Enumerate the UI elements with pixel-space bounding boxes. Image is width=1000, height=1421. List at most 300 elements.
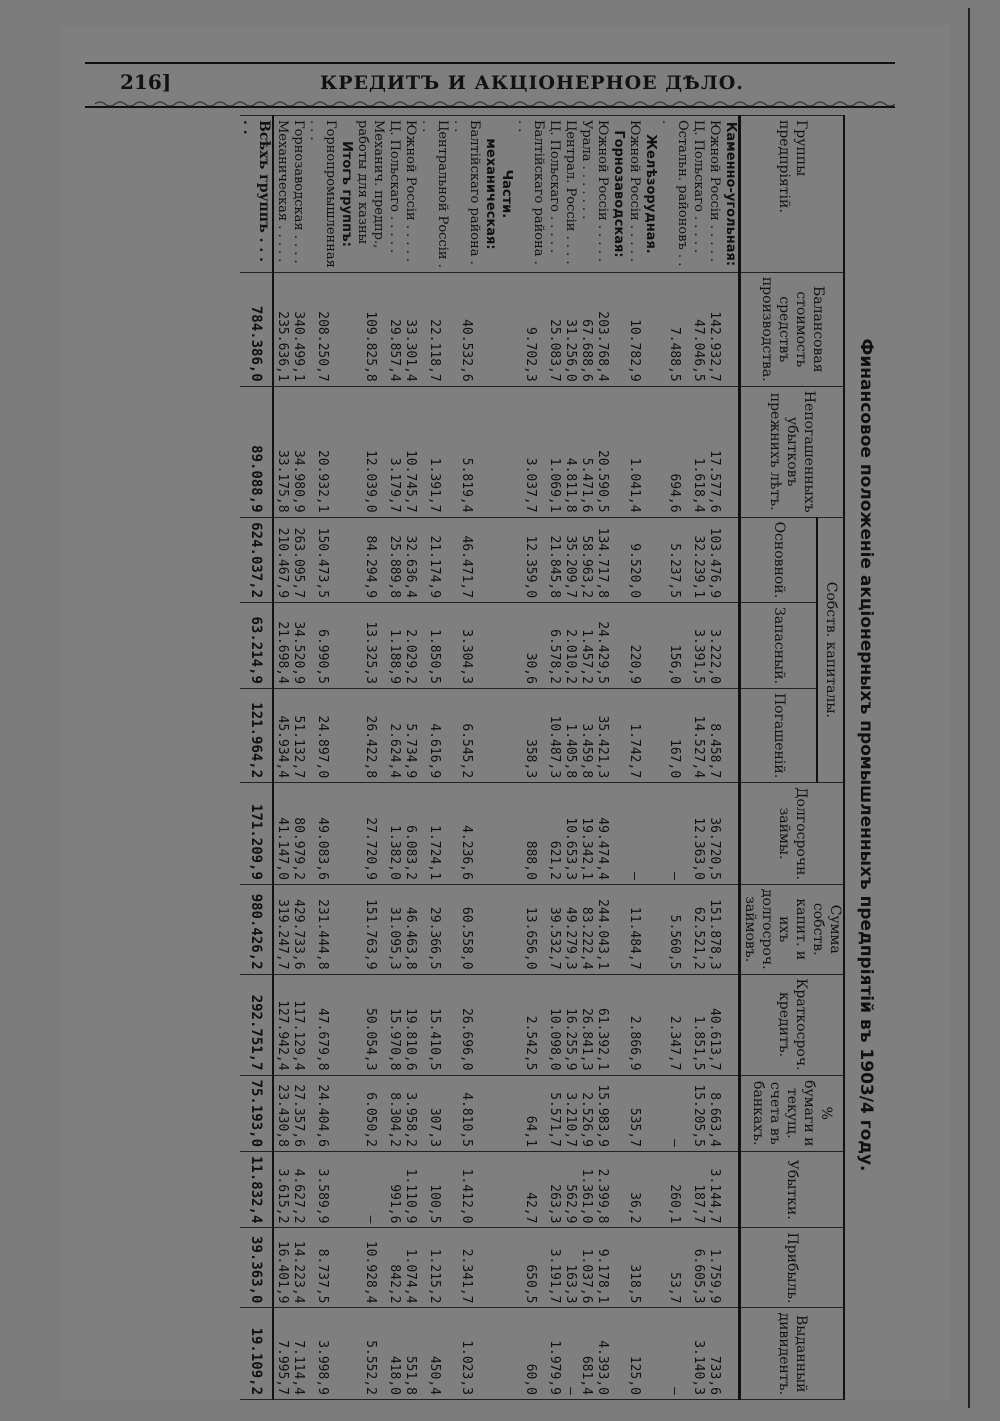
table-cell: 21.845,8 <box>546 517 562 603</box>
row-label: Ц. Польскаго . . . . . <box>386 116 402 273</box>
section-title: Части. механическая: <box>482 116 514 273</box>
empty-cell <box>722 884 740 974</box>
table-cell: 4.810,5 <box>450 1075 482 1151</box>
table-row <box>690 116 706 1400</box>
table-cell: 15.970,8 <box>386 974 402 1075</box>
table-cell: 109.825,8 <box>354 272 386 386</box>
total-cell: 11.832,4 <box>240 1152 273 1228</box>
table-row <box>306 116 338 1400</box>
total-cell: 624.037,2 <box>240 517 273 603</box>
table-cell: — <box>658 783 690 885</box>
table-cell: 15.410,5 <box>418 974 450 1075</box>
table-cell: 429.733,6 <box>290 884 306 974</box>
table-cell: 888,0 <box>514 783 546 885</box>
table-cell: 1.850,5 <box>418 603 450 689</box>
total-cell: 75.193,0 <box>240 1075 273 1151</box>
empty-cell <box>722 688 740 782</box>
row-label: Южной Россіи . . . . . <box>402 116 418 273</box>
table-cell: 156,0 <box>658 603 690 689</box>
table-cell: 2.542,5 <box>514 974 546 1075</box>
empty-cell <box>482 603 514 689</box>
table-cell: 29.857,4 <box>386 272 402 386</box>
row-label: Урала . . . . . . . <box>578 116 594 273</box>
table-cell: 13.656,0 <box>514 884 546 974</box>
table-cell: 3.191,7 <box>546 1228 562 1308</box>
row-label: Централ. Россіи . . . . <box>562 116 578 273</box>
empty-cell <box>642 386 658 517</box>
table-cell: 1.188,9 <box>386 603 402 689</box>
table-cell: 24.897,0 <box>306 688 338 782</box>
table-cell: 2.341,7 <box>450 1228 482 1308</box>
table-cell: 25.889,8 <box>386 517 402 603</box>
empty-cell <box>642 603 658 689</box>
table-cell: 20.590,5 <box>594 386 610 517</box>
empty-cell <box>722 1228 740 1308</box>
table-cell: 5.552,2 <box>354 1308 386 1400</box>
table-cell: 33.175,8 <box>273 386 290 517</box>
empty-cell <box>642 1308 658 1400</box>
table-cell: 1.618,4 <box>690 386 706 517</box>
table-cell: 260,1 <box>658 1152 690 1228</box>
table-cell: 7.488,5 <box>658 272 690 386</box>
table-cell: 307,3 <box>418 1075 450 1151</box>
table-cell: 6.545,2 <box>450 688 482 782</box>
empty-cell <box>338 517 354 603</box>
table-cell: — <box>354 1152 386 1228</box>
empty-cell <box>610 783 626 885</box>
table-cell: 151.878,3 <box>706 884 722 974</box>
table-cell: 3.037,7 <box>514 386 546 517</box>
table-cell: 6.990,5 <box>306 603 338 689</box>
empty-cell <box>722 272 740 386</box>
table-cell: 49.474,4 <box>594 783 610 885</box>
table-cell: 134.717,8 <box>594 517 610 603</box>
table-cell: 3.615,2 <box>273 1152 290 1228</box>
table-cell: 1.391,7 <box>418 386 450 517</box>
table-cell: 32.239,1 <box>690 517 706 603</box>
table-cell: 125,0 <box>626 1308 642 1400</box>
table-cell: 9.702,3 <box>514 272 546 386</box>
table-cell: 8.458,7 <box>706 688 722 782</box>
empty-cell <box>482 272 514 386</box>
table-cell: 26.841,3 <box>578 974 594 1075</box>
row-label: Балтійскаго района . . . <box>450 116 482 273</box>
row-label: Горнозаводская . . . . <box>290 116 306 273</box>
table-cell: 4.616,9 <box>418 688 450 782</box>
row-label: Остальн. районовъ . . . <box>658 116 690 273</box>
column-header: Погашеній. <box>740 688 817 782</box>
table-cell: 9.520,0 <box>626 517 642 603</box>
table-row <box>386 116 402 1400</box>
table-cell: 1.037,6 <box>578 1228 594 1308</box>
table-cell: 20.932,1 <box>306 386 338 517</box>
section-row <box>722 116 740 1400</box>
table-cell: 3.998,9 <box>306 1308 338 1400</box>
empty-cell <box>338 386 354 517</box>
column-header: Непогашенныхъ убытковъ прежнихъ лѣтъ. <box>740 386 845 517</box>
table-cell: 244.043,1 <box>594 884 610 974</box>
total-cell: 292.751,7 <box>240 974 273 1075</box>
table-cell: 41.147,0 <box>273 783 290 885</box>
table-cell: 6.605,3 <box>690 1228 706 1308</box>
table-cell: 733,6 <box>706 1308 722 1400</box>
empty-cell <box>338 272 354 386</box>
table-row <box>658 116 690 1400</box>
table-cell: — <box>658 1075 690 1151</box>
table-cell: 83.222,4 <box>578 884 594 974</box>
empty-cell <box>482 517 514 603</box>
table-cell: 163,3 <box>562 1228 578 1308</box>
empty-cell <box>482 974 514 1075</box>
empty-cell <box>610 517 626 603</box>
table-cell: 40.613,7 <box>706 974 722 1075</box>
empty-cell <box>610 272 626 386</box>
table-cell: 60,0 <box>514 1308 546 1400</box>
table-cell: 3.144,7 <box>706 1152 722 1228</box>
table-row <box>514 116 546 1400</box>
table-cell: 8.663,4 <box>706 1075 722 1151</box>
table-cell: 10.098,0 <box>546 974 562 1075</box>
empty-cell <box>722 1152 740 1228</box>
table-cell: 24.429,5 <box>594 603 610 689</box>
empty-cell <box>610 688 626 782</box>
row-label: Центральной Россіи . . . <box>418 116 450 273</box>
table-row <box>450 116 482 1400</box>
table-body <box>240 116 740 1400</box>
table-cell: 16.401,9 <box>273 1228 290 1308</box>
empty-cell <box>722 517 740 603</box>
table-cell: 27.720,9 <box>354 783 386 885</box>
table-cell: 51.132,7 <box>290 688 306 782</box>
table-cell: 263,3 <box>546 1152 562 1228</box>
table-cell: 1.110,9 <box>402 1152 418 1228</box>
table-cell: 62.521,2 <box>690 884 706 974</box>
rotated-table-container <box>85 115 885 1395</box>
column-header: Краткосроч. кредитъ. <box>740 974 845 1075</box>
table-cell: 21.174,9 <box>418 517 450 603</box>
table-cell: 450,4 <box>418 1308 450 1400</box>
table-cell: 31.095,3 <box>386 884 402 974</box>
empty-cell <box>722 974 740 1075</box>
table-cell: 2.624,4 <box>386 688 402 782</box>
empty-cell <box>610 603 626 689</box>
table-cell: 33.301,4 <box>402 272 418 386</box>
table-cell: 208.250,7 <box>306 272 338 386</box>
table-cell: 7.995,7 <box>273 1308 290 1400</box>
table-cell: 1.742,7 <box>626 688 642 782</box>
table-cell: 3.459,8 <box>578 688 594 782</box>
table-row <box>273 116 290 1400</box>
table-row <box>706 116 722 1400</box>
total-row <box>240 116 273 1400</box>
empty-cell <box>642 1152 658 1228</box>
section-row <box>482 116 514 1400</box>
table-cell: 14.527,4 <box>690 688 706 782</box>
empty-cell <box>338 603 354 689</box>
empty-cell <box>338 1308 354 1400</box>
total-cell: 39.363,0 <box>240 1228 273 1308</box>
page-edge-line <box>968 8 970 1408</box>
table-cell: 25.083,7 <box>546 272 562 386</box>
empty-cell <box>482 1308 514 1400</box>
table-cell: 16.255,9 <box>562 974 578 1075</box>
table-caption: Финансовое положеніе акціонерныхъ промышленныхъ предпріятій въ 1903/4 году. <box>856 338 876 1172</box>
row-label: Южной Россіи . . . . . <box>594 116 610 273</box>
table-cell: 5.819,4 <box>450 386 482 517</box>
table-cell: — <box>658 1308 690 1400</box>
table-row <box>418 116 450 1400</box>
table-cell: 1.023,3 <box>450 1308 482 1400</box>
row-label: Горнопромышленная . . . <box>306 116 338 273</box>
table-cell: 46.463,8 <box>402 884 418 974</box>
table-row <box>578 116 594 1400</box>
table-cell: 14.223,4 <box>290 1228 306 1308</box>
group-header: Собств. капиталы. <box>817 517 844 783</box>
table-cell: 2.399,8 <box>594 1152 610 1228</box>
column-header: Выданный дивидентъ. <box>740 1308 845 1400</box>
table-cell: 24.404,6 <box>306 1075 338 1151</box>
section-row <box>338 116 354 1400</box>
section-title: Желѣзорудная. <box>642 116 658 273</box>
table-cell: 319.247,7 <box>273 884 290 974</box>
table-cell: 5.471,6 <box>578 386 594 517</box>
table-cell: 4.811,8 <box>562 386 578 517</box>
row-label: Южной Россіи . . . . . <box>626 116 642 273</box>
table-cell: 235.636,1 <box>273 272 290 386</box>
table-cell: 40.532,6 <box>450 272 482 386</box>
table-cell: 358,3 <box>514 688 546 782</box>
table-cell: 15.205,5 <box>690 1075 706 1151</box>
table-cell: 4.236,6 <box>450 783 482 885</box>
row-label: Ц. Польскаго . . . . . <box>690 116 706 273</box>
column-header: Запасный. <box>740 603 817 689</box>
total-cell: 784.386,0 <box>240 272 273 386</box>
running-title: КРЕДИТЪ И АКЦІОНЕРНОЕ ДѢЛО. <box>320 72 744 94</box>
table-cell: 991,6 <box>386 1152 402 1228</box>
empty-cell <box>722 603 740 689</box>
table-cell: 187,7 <box>690 1152 706 1228</box>
empty-cell <box>642 272 658 386</box>
table-cell: 8.737,5 <box>306 1228 338 1308</box>
table-cell: 167,0 <box>658 688 690 782</box>
column-header: Прибыль. <box>740 1228 845 1308</box>
table-cell: 681,4 <box>578 1308 594 1400</box>
table-cell: 34.520,9 <box>290 603 306 689</box>
total-cell: 63.214,9 <box>240 603 273 689</box>
table-cell: 551,8 <box>402 1308 418 1400</box>
table-cell: 2.010,2 <box>562 603 578 689</box>
empty-cell <box>482 1075 514 1151</box>
empty-cell <box>642 1228 658 1308</box>
table-cell: 100,5 <box>418 1152 450 1228</box>
table-cell: 21.698,4 <box>273 603 290 689</box>
empty-cell <box>722 1308 740 1400</box>
table-cell: 61.392,1 <box>594 974 610 1075</box>
table-cell: 19.342,1 <box>578 783 594 885</box>
table-cell: 26.422,8 <box>354 688 386 782</box>
table-cell: 1.069,1 <box>546 386 562 517</box>
empty-cell <box>610 386 626 517</box>
table-cell: 127.942,4 <box>273 974 290 1075</box>
empty-cell <box>722 1075 740 1151</box>
empty-cell <box>338 688 354 782</box>
total-cell: 19.109,2 <box>240 1308 273 1400</box>
table-row <box>402 116 418 1400</box>
table-cell: 50.054,3 <box>354 974 386 1075</box>
empty-cell <box>642 783 658 885</box>
table-cell: 9.178,1 <box>594 1228 610 1308</box>
table-cell: 263.095,7 <box>290 517 306 603</box>
page-number: 216] <box>120 70 172 94</box>
table-cell: 4.393,0 <box>594 1308 610 1400</box>
total-cell: 980.426,2 <box>240 884 273 974</box>
empty-cell <box>610 1228 626 1308</box>
empty-cell <box>642 884 658 974</box>
table-cell: 35.209,7 <box>562 517 578 603</box>
decorative-wavy-rule <box>95 100 895 108</box>
section-title: Каменно-угольная: <box>722 116 740 273</box>
empty-cell <box>610 1152 626 1228</box>
table-cell: 142.932,7 <box>706 272 722 386</box>
table-cell: 12.359,0 <box>514 517 546 603</box>
table-cell: 19.810,6 <box>402 974 418 1075</box>
empty-cell <box>482 1152 514 1228</box>
table-cell: 45.934,4 <box>273 688 290 782</box>
table-cell: 34.980,9 <box>290 386 306 517</box>
table-cell: 694,6 <box>658 386 690 517</box>
table-cell: 29.366,5 <box>418 884 450 974</box>
table-cell: 2.347,7 <box>658 974 690 1075</box>
table-cell: 10.782,9 <box>626 272 642 386</box>
table-cell: 12.363,0 <box>690 783 706 885</box>
table-row <box>562 116 578 1400</box>
section-title: Итогъ группъ: <box>338 116 354 273</box>
financial-table <box>240 115 845 1400</box>
empty-cell <box>482 688 514 782</box>
table-cell: 1.405,8 <box>562 688 578 782</box>
row-label: Южной Россіи . . . . . <box>706 116 722 273</box>
empty-cell <box>482 884 514 974</box>
table-row <box>594 116 610 1400</box>
empty-cell <box>642 517 658 603</box>
row-label: Балтійскаго района . . . <box>514 116 546 273</box>
table-cell: 150.473,5 <box>306 517 338 603</box>
table-cell: 1.979,9 <box>546 1308 562 1400</box>
table-cell: 46.471,7 <box>450 517 482 603</box>
table-cell: 5.237,5 <box>658 517 690 603</box>
table-cell: 10.653,3 <box>562 783 578 885</box>
empty-cell <box>482 386 514 517</box>
table-cell: 42,7 <box>514 1152 546 1228</box>
table-row <box>626 116 642 1400</box>
stub-header: Группы предпріятій. <box>740 116 845 273</box>
total-label: Всѣхъ группъ . . . . . <box>240 116 273 273</box>
table-cell: 535,7 <box>626 1075 642 1151</box>
table-cell: 58.963,2 <box>578 517 594 603</box>
table-cell: 1.361,0 <box>578 1152 594 1228</box>
column-header: Долгосрочн. займы. <box>740 783 845 885</box>
table-cell: 1.759,9 <box>706 1228 722 1308</box>
total-cell: 89.088,9 <box>240 386 273 517</box>
table-cell: 318,5 <box>626 1228 642 1308</box>
table-cell: 30,6 <box>514 603 546 689</box>
table-cell: 64,1 <box>514 1075 546 1151</box>
table-cell: 1.412,0 <box>450 1152 482 1228</box>
table-cell: 842,2 <box>386 1228 402 1308</box>
table-cell: 5.560,5 <box>658 884 690 974</box>
empty-cell <box>610 974 626 1075</box>
table-cell: 8.304,2 <box>386 1075 402 1151</box>
table-cell: 220,9 <box>626 603 642 689</box>
table-cell: 6.050,2 <box>354 1075 386 1151</box>
table-cell: 203.768,4 <box>594 272 610 386</box>
table-cell: 1.215,2 <box>418 1228 450 1308</box>
row-label: Ц. Польскаго . . . . . <box>546 116 562 273</box>
table-cell: 80.979,2 <box>290 783 306 885</box>
table-cell: 6.083,2 <box>402 783 418 885</box>
table-cell: 2.526,9 <box>578 1075 594 1151</box>
table-cell: 3.589,9 <box>306 1152 338 1228</box>
table-cell: 6.578,2 <box>546 603 562 689</box>
table-cell: 5.734,9 <box>402 688 418 782</box>
table-cell: 1.457,2 <box>578 603 594 689</box>
table-header-row <box>817 116 844 1400</box>
empty-cell <box>338 783 354 885</box>
table-cell: 650,5 <box>514 1228 546 1308</box>
column-header: Основной. <box>740 517 817 603</box>
table-cell: 3.179,7 <box>386 386 402 517</box>
table-cell: 10.928,4 <box>354 1228 386 1308</box>
table-cell: 3.222,0 <box>706 603 722 689</box>
table-cell: 26.696,0 <box>450 974 482 1075</box>
table-cell: 3.391,5 <box>690 603 706 689</box>
table-cell: 23.430,8 <box>273 1075 290 1151</box>
empty-cell <box>642 974 658 1075</box>
table-cell: 151.763,9 <box>354 884 386 974</box>
table-cell: 36,2 <box>626 1152 642 1228</box>
table-cell: 15.983,9 <box>594 1075 610 1151</box>
table-cell: 7.114,4 <box>290 1308 306 1400</box>
empty-cell <box>610 884 626 974</box>
table-cell: 418,0 <box>386 1308 402 1400</box>
table-cell: 47.679,8 <box>306 974 338 1075</box>
table-cell: 13.325,3 <box>354 603 386 689</box>
table-cell: 17.577,6 <box>706 386 722 517</box>
empty-cell <box>338 884 354 974</box>
section-title: Горнозаводская: <box>610 116 626 273</box>
table-cell: 49.279,3 <box>562 884 578 974</box>
table-cell: 231.444,8 <box>306 884 338 974</box>
table-cell: 11.484,7 <box>626 884 642 974</box>
table-cell: 4.627,2 <box>290 1152 306 1228</box>
table-cell: 3.140,3 <box>690 1308 706 1400</box>
table-cell: 117.129,4 <box>290 974 306 1075</box>
row-label: Механическая . . . . . <box>273 116 290 273</box>
empty-cell <box>642 688 658 782</box>
column-header: Убытки. <box>740 1152 845 1228</box>
empty-cell <box>482 783 514 885</box>
table-cell: 47.046,5 <box>690 272 706 386</box>
table-cell: 10.487,3 <box>546 688 562 782</box>
table-cell: 3.958,2 <box>402 1075 418 1151</box>
total-cell: 171.209,9 <box>240 783 273 885</box>
empty-cell <box>642 1075 658 1151</box>
table-cell: 340.499,1 <box>290 272 306 386</box>
table-cell: 27.357,6 <box>290 1075 306 1151</box>
table-cell: 32.636,4 <box>402 517 418 603</box>
table-cell: 36.720,5 <box>706 783 722 885</box>
table-cell: 22.118,7 <box>418 272 450 386</box>
